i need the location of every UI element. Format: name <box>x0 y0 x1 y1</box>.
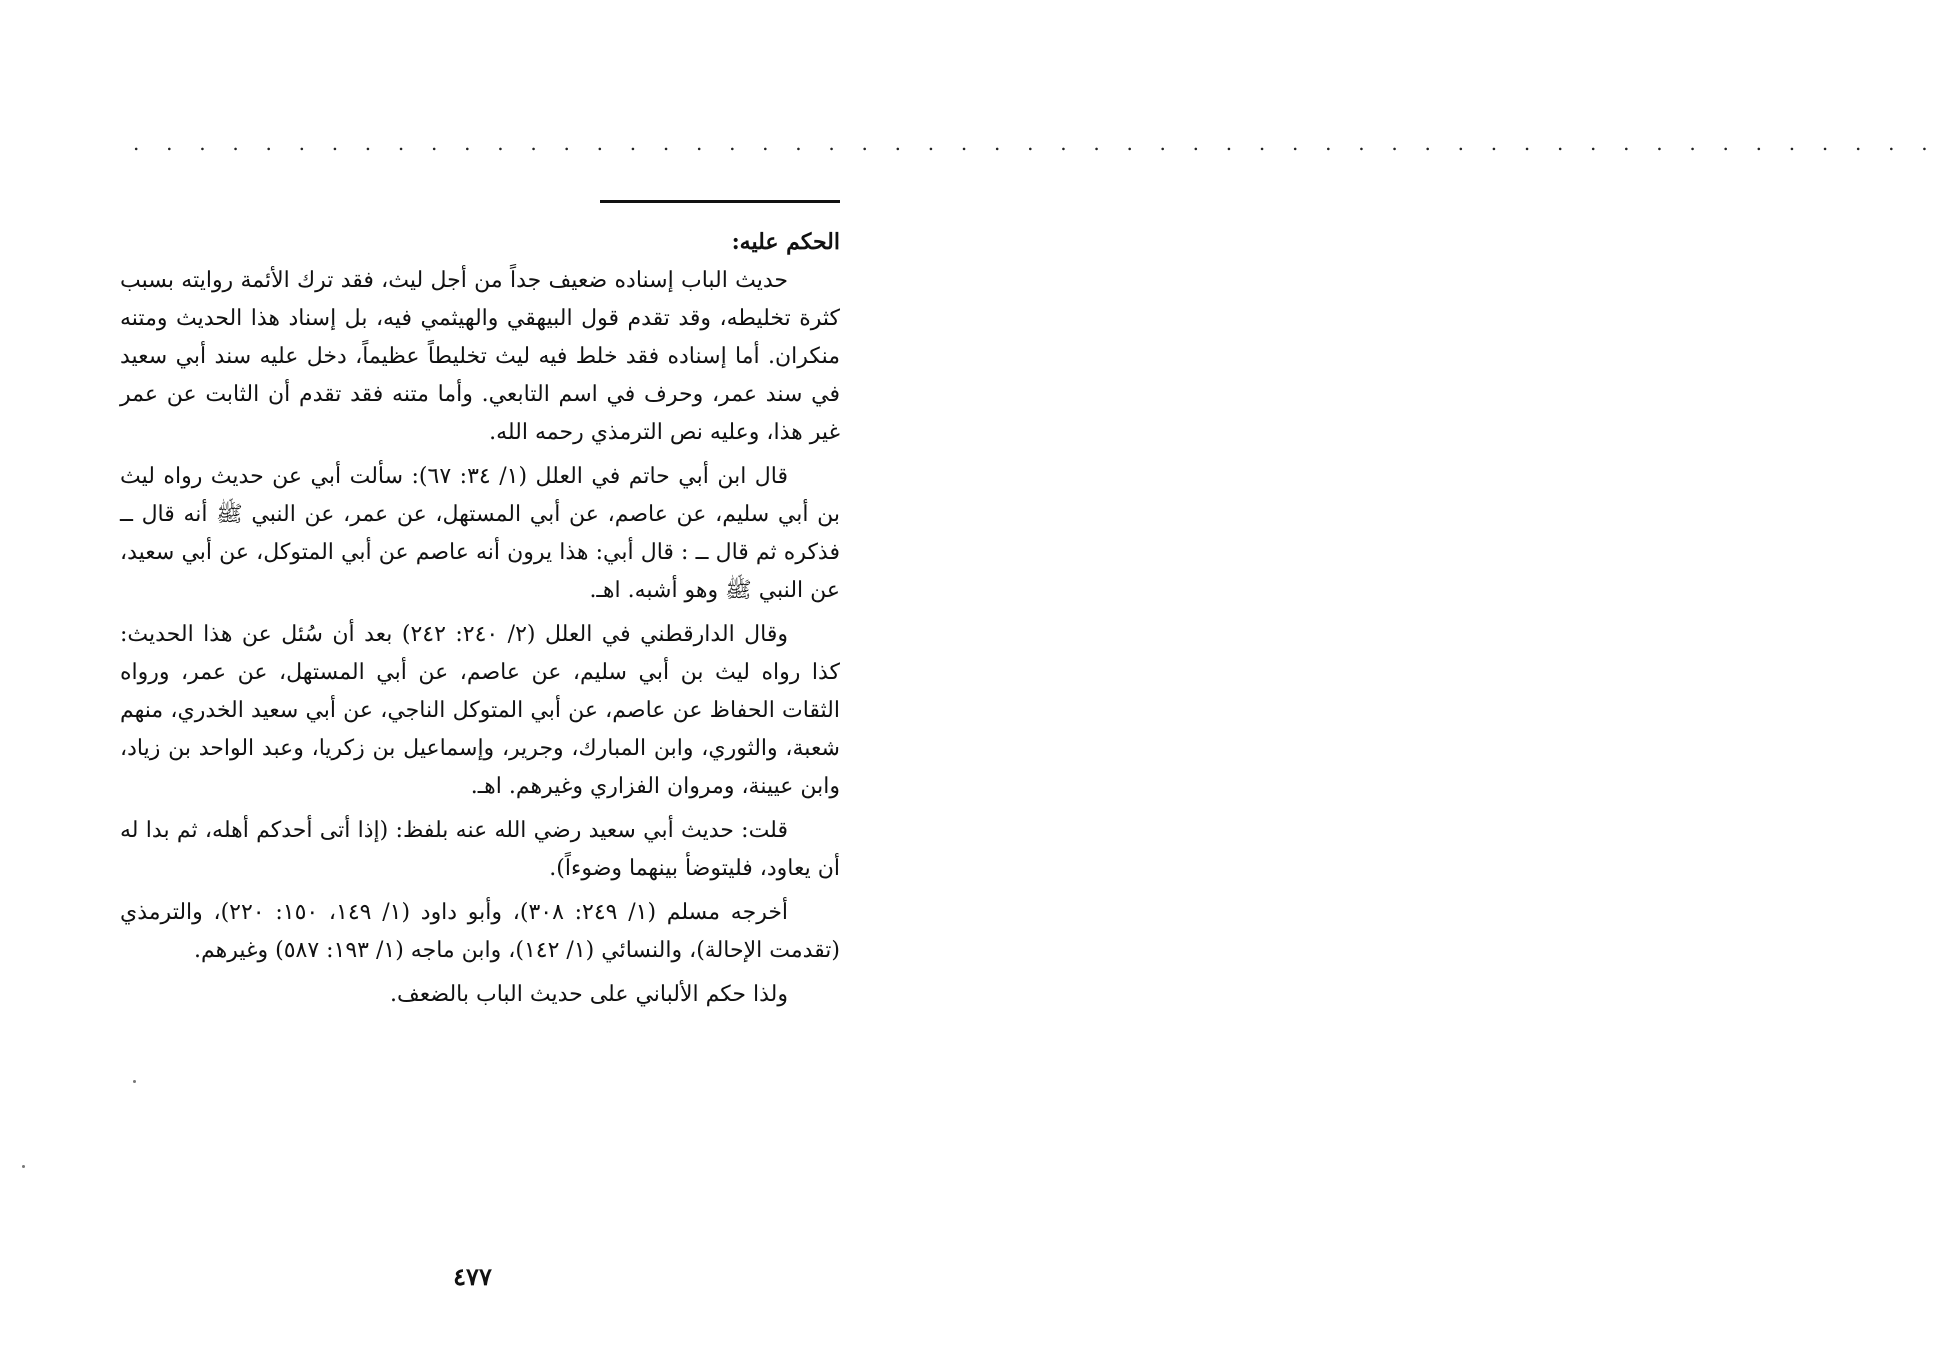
scan-speck <box>22 1165 25 1168</box>
paragraph-1: حديث الباب إسناده ضعيف جداً من أجل ليث، فقد ترك الأئمة روايته بسبب كثرة تخليطه، وقد تقدم قول البيهقي والهيثمي فيه، بل إسناد هذا الحديث ومتنه منكران. أما إسناده فقد خلط فيه ليث تخليطاً عظيماً، دخل عليه سند أبي سعيد في سند عمر، وحرف في اسم التابعي. وأما متنه فقد تقدم أن الثابت عن عمر غير هذا، وعليه نص الترمذي رحمه الله. <box>120 268 840 445</box>
paragraph-6: ولذا حكم الألباني على حديث الباب بالضعف. <box>390 982 788 1007</box>
paragraph-5: أخرجه مسلم (١/ ٢٤٩: ٣٠٨)، وأبو داود (١/ ١٤٩، ١٥٠: ٢٢٠)، والترمذي (تقدمت الإحالة)، والنسائي (١/ ١٤٢)، وابن ماجه (١/ ١٩٣: ٥٨٧) وغيرهم. <box>120 900 840 963</box>
dotted-separator: . . . . . . . . . . . . . . . . . . . . . . . . . . . . . . . . . . . . . . . . . . . . . . . . . . . . . . . <box>133 131 1938 155</box>
section-heading: الحكم عليه: <box>731 229 840 255</box>
paragraph-3: وقال الدارقطني في العلل (٢/ ٢٤٠: ٢٤٢) بعد أن سُئل عن هذا الحديث: كذا رواه ليث بن أبي سليم، عن عاصم، عن أبي المستهل، عن عمر، ورواه الثقات الحفاظ عن عاصم، عن أبي المتوكل الناجي، عن أبي سعيد الخدري، منهم شعبة، والثوري، وابن المبارك، وجرير، وإسماعيل بن زكريا، وعبد الواحد بن زياد، وابن عيينة، ومروان الفزاري وغيرهم. اهـ. <box>120 622 840 799</box>
page-number: ٤٧٧ <box>453 1262 492 1291</box>
section-rule <box>600 200 840 203</box>
main-text <box>120 222 840 1020</box>
paragraph-4: قلت: حديث أبي سعيد رضي الله عنه بلفظ: (إذا أتى أحدكم أهله، ثم بدا له أن يعاود، فليتوضأ بينهما وضوءاً). <box>120 818 840 881</box>
paragraph-2: قال ابن أبي حاتم في العلل (١/ ٣٤: ٦٧): سألت أبي عن حديث رواه ليث بن أبي سليم، عن عاصم، عن أبي المستهل، عن عمر، عن النبي ﷺ أنه قال ــ فذكره ثم قال ــ : قال أبي: هذا يرون أنه عاصم عن أبي المتوكل، عن أبي سعيد، عن النبي ﷺ وهو أشبه. اهـ. <box>120 464 840 603</box>
scan-speck <box>133 1080 136 1083</box>
